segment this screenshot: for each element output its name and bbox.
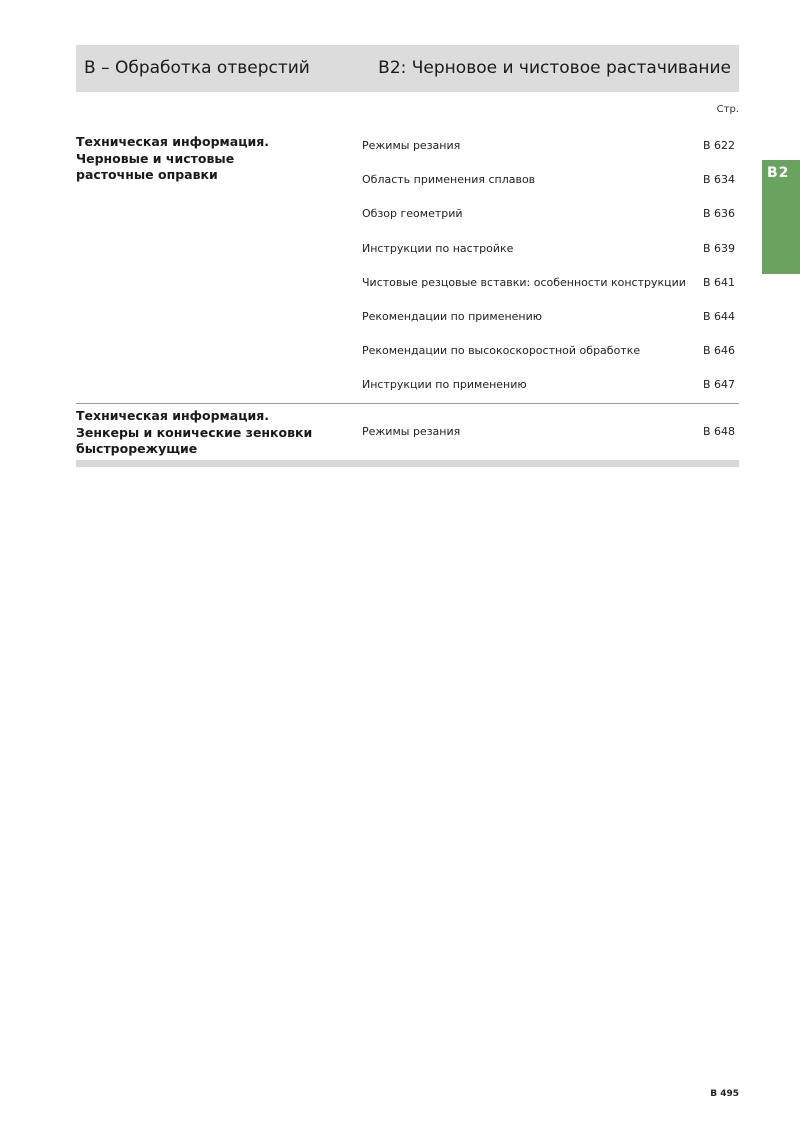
toc-item-label[interactable]: Обзор геометрий (362, 207, 463, 220)
toc-item-label[interactable]: Область применения сплавов (362, 173, 536, 186)
toc-item-label[interactable]: Чистовые резцовые вставки: особенности конструкции (362, 276, 686, 289)
toc-item-label[interactable]: Рекомендации по применению (362, 310, 543, 323)
section-side-tab[interactable] (762, 160, 800, 274)
section-1-title: Техническая информация. Черновые и чистовые расточные оправки (76, 134, 270, 182)
toc-item-label[interactable]: Рекомендации по высокоскоростной обработке (362, 344, 641, 357)
toc-item-page[interactable]: B 646 (702, 344, 735, 357)
toc-item-page[interactable]: B 648 (702, 425, 735, 438)
side-tab-label: B2 (767, 165, 790, 181)
page-column-label: Стр. (716, 104, 739, 115)
toc-item-page[interactable]: B 647 (702, 378, 735, 391)
toc-item-page[interactable]: B 641 (702, 276, 735, 289)
toc-item-label[interactable]: Инструкции по настройке (362, 242, 514, 255)
toc-item-page[interactable]: B 644 (702, 310, 735, 323)
toc-item-page[interactable]: B 622 (702, 139, 735, 152)
toc-item-label[interactable]: Инструкции по применению (362, 378, 527, 391)
section-title: B2: Черновое и чистовое растачивание (378, 58, 731, 78)
page-number: B 495 (710, 1089, 739, 1099)
chapter-title: B – Обработка отверстий (84, 58, 310, 78)
toc-item-label[interactable]: Режимы резания (362, 425, 461, 438)
toc-item-label[interactable]: Режимы резания (362, 139, 461, 152)
section-2-title: Техническая информация. Зенкеры и конические зенковки быстрорежущие (76, 408, 313, 456)
header-bar (76, 45, 739, 92)
toc-item-page[interactable]: B 634 (702, 173, 735, 186)
bottom-bar (76, 460, 739, 467)
section-divider (76, 403, 739, 404)
toc-item-page[interactable]: B 639 (702, 242, 735, 255)
toc-item-page[interactable]: B 636 (702, 207, 735, 220)
